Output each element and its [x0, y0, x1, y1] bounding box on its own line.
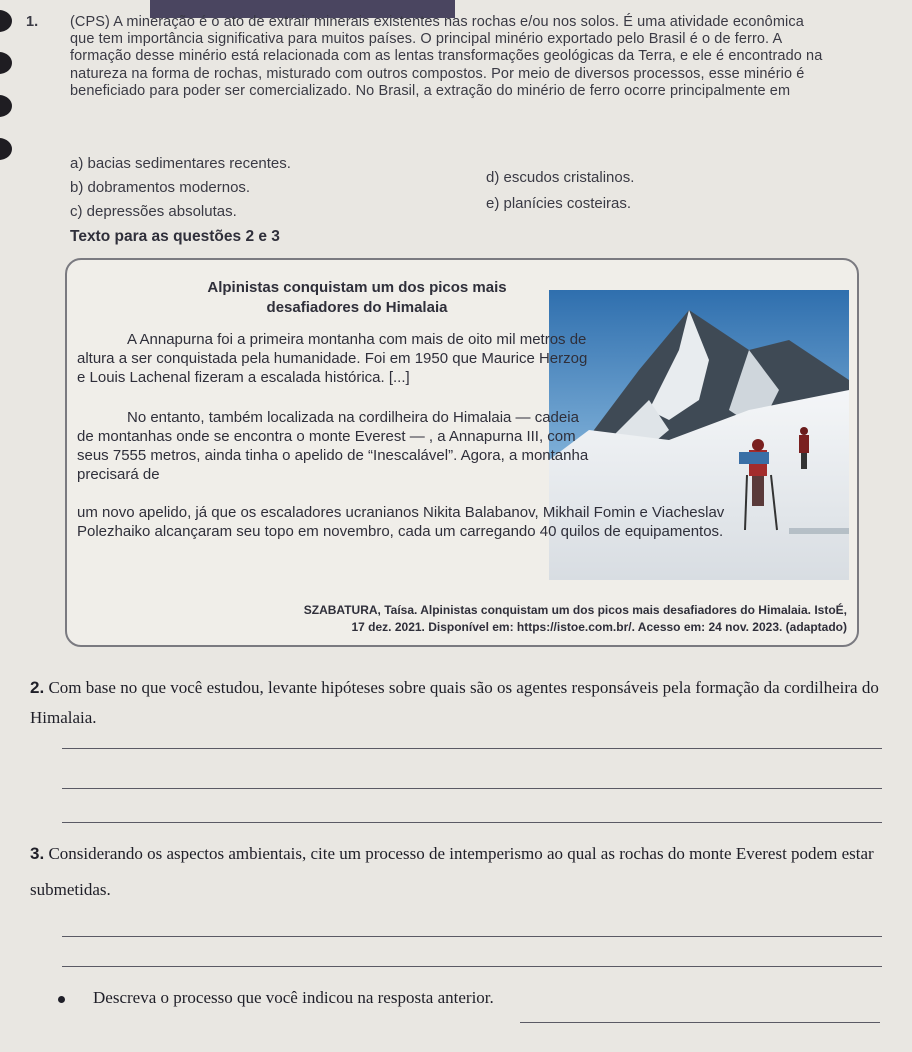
- answer-line[interactable]: [62, 936, 882, 937]
- option-d[interactable]: d) escudos cristalinos.: [486, 169, 635, 186]
- option-c[interactable]: c) depressões absolutas.: [70, 203, 237, 220]
- question-3-bullet-text: Descreva o processo que você indicou na resposta anterior.: [93, 988, 494, 1007]
- question-2: [30, 673, 880, 733]
- article-box: [65, 258, 859, 647]
- binder-hole: [0, 10, 12, 32]
- question-2-number: 2.: [30, 678, 45, 697]
- answer-line[interactable]: [520, 1022, 880, 1023]
- question-1-number: 1.: [26, 14, 39, 30]
- bullet-icon: [58, 996, 65, 1003]
- option-b[interactable]: b) dobramentos modernos.: [70, 179, 251, 196]
- question-3-text: Considerando os aspectos ambientais, cite um processo de intemperismo ao qual as rochas do monte Everest podem estar submetidas.: [30, 844, 874, 899]
- question-1-text: (CPS) A mineração é o ato de extrair minerais existentes nas rochas e/ou nos solos. É uma atividade econômica que tem importância significativa para muitos países. O principal minério exportado pelo Brasil é o de ferro. A formação desse minério está relacionada com as lentas transformações geológicas da Terra, e ele é encontrado na natureza na forma de rochas, misturado com outros compostos. Por meio de diversos processos, esse minério é beneficiado para poder ser comercializado. No Brasil, a extração do minério de ferro ocorre principalmente em: [70, 14, 823, 99]
- option-a[interactable]: a) bacias sedimentares recentes.: [70, 155, 291, 172]
- article-paragraph-1: A Annapurna foi a primeira montanha com mais de oito mil metros de altura a ser conquistada pela humanidade. Foi em 1950 que Maurice Herzog e Louis Lachenal fizeram a escalada histórica. [...]: [77, 331, 588, 386]
- snow-shadow: [789, 528, 849, 534]
- source-line-2: 17 dez. 2021. Disponível em: https://istoe.com.br/. Acesso em: 24 nov. 2023. (adaptado): [351, 620, 847, 634]
- article-title: Alpinistas conquistam um dos picos mais desafiadores do Himalaia: [207, 279, 507, 316]
- question-3-bullet: [58, 988, 758, 1008]
- source-line-1: SZABATURA, Taísa. Alpinistas conquistam um dos picos mais desafiadores do Himalaia. IstoÉ,: [303, 603, 847, 617]
- question-1: [26, 14, 826, 100]
- binder-hole: [0, 52, 12, 74]
- article-paragraph-2-continued: um novo apelido, já que os escaladores ucranianos Nikita Balabanov, Mikhail Fomin e Viacheslav Polezhaiko alcançaram seu topo em novembro, cada um carregando 40 quilos de equipamentos.: [77, 504, 725, 540]
- answer-line[interactable]: [62, 748, 882, 749]
- question-3: [30, 836, 890, 908]
- binder-hole: [0, 95, 12, 117]
- question-3-number: 3.: [30, 844, 45, 863]
- article-source: [257, 602, 847, 636]
- binder-hole: [0, 138, 12, 160]
- texto-heading: Texto para as questões 2 e 3: [70, 228, 280, 245]
- answer-line[interactable]: [62, 788, 882, 789]
- option-e[interactable]: e) planícies costeiras.: [486, 195, 632, 212]
- question-2-text: Com base no que você estudou, levante hipóteses sobre quais são os agentes responsáveis pela formação da cordilheira do Himalaia.: [30, 678, 879, 727]
- article-paragraph-2: No entanto, também localizada na cordilheira do Himalaia — cadeia de montanhas onde se encontra o monte Everest — , a Annapurna III, com seus 7555 metros, ainda tinha o apelido de “Inescalável”. Agora, a montanha precisará de: [77, 409, 589, 483]
- answer-line[interactable]: [62, 966, 882, 967]
- answer-line[interactable]: [62, 822, 882, 823]
